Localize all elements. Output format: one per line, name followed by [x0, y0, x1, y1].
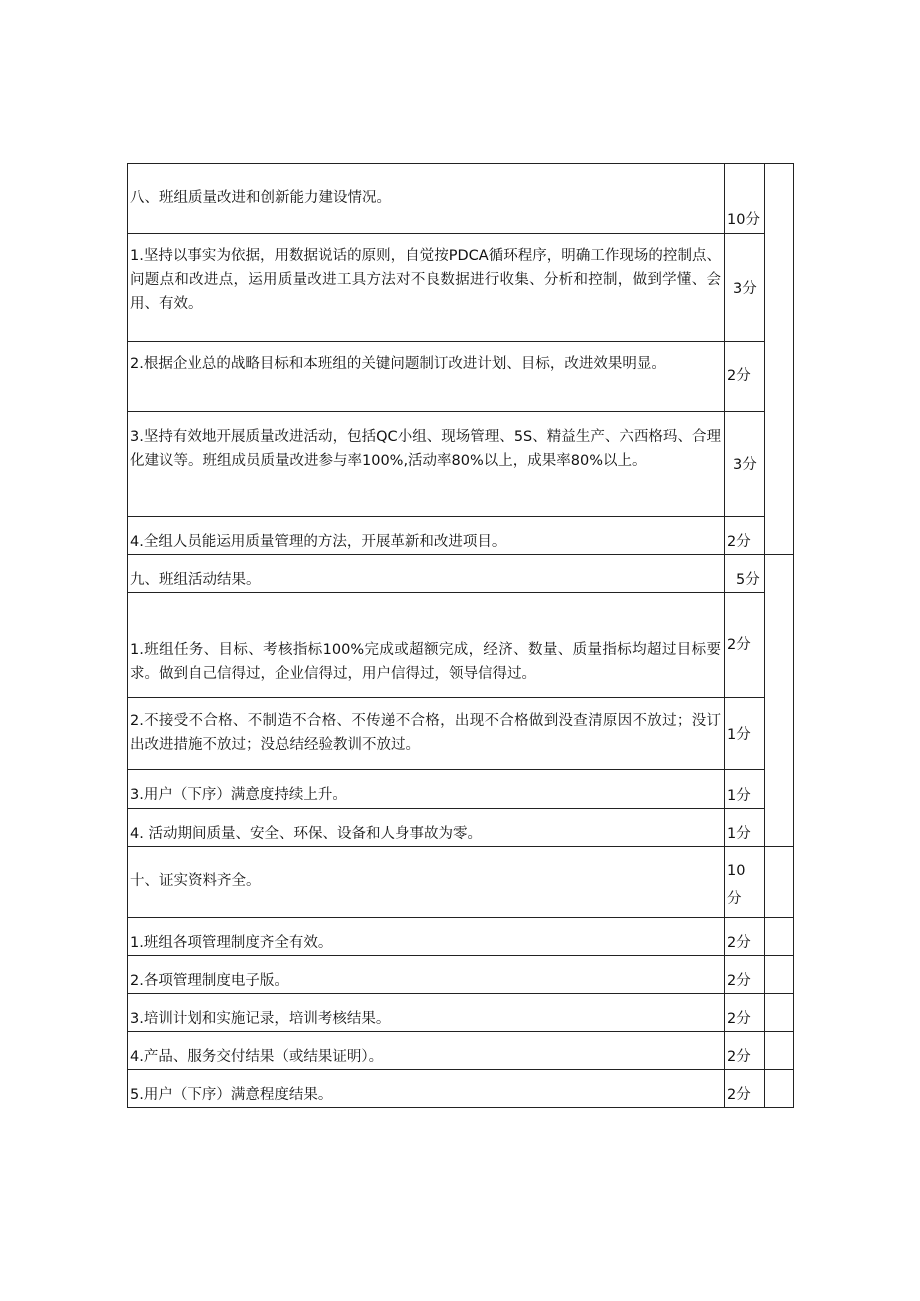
section-heading: 十、证实资料齐全。: [130, 873, 261, 889]
score-blank-cell: [765, 956, 794, 994]
points-cell: [725, 847, 765, 918]
score-blank-cell: [765, 164, 794, 555]
item-points: 2分: [727, 973, 751, 989]
item-row: [128, 770, 794, 809]
item-text: 4. 活动期间质量、安全、环保、设备和人身事故为零。: [130, 826, 482, 842]
item-row: [128, 1070, 794, 1108]
scoring-table: [127, 163, 794, 1108]
points-cell: [725, 994, 765, 1032]
item-cell: [128, 956, 725, 994]
item-row: [128, 517, 794, 555]
item-text: 2.不接受不合格、不制造不合格、不传递不合格，出现不合格做到没查清原因不放过；没订出改进措施不放过；没总结经验教训不放过。: [130, 713, 721, 753]
points-cell: [725, 517, 765, 555]
item-cell: [128, 809, 725, 847]
item-cell: [128, 918, 725, 956]
points-cell: [725, 593, 765, 698]
item-cell: [128, 698, 725, 770]
points-cell: [725, 555, 765, 593]
section-heading-row: [128, 555, 794, 593]
item-points: 1分: [727, 826, 751, 842]
item-row: [128, 994, 794, 1032]
section-heading: 九、班组活动结果。: [130, 572, 261, 588]
score-blank-cell: [765, 994, 794, 1032]
item-points: 2分: [727, 1011, 751, 1027]
item-cell: [128, 593, 725, 698]
item-points: 1分: [727, 727, 751, 743]
item-text: 1.班组任务、目标、考核指标100%完成或超额完成，经济、数量、质量指标均超过目标要求。做到自己信得过，企业信得过，用户信得过，领导信得过。: [130, 642, 721, 682]
item-text: 4.产品、服务交付结果（或结果证明）。: [130, 1049, 384, 1065]
points-cell: [725, 1070, 765, 1108]
item-text: 3.坚持有效地开展质量改进活动，包括QC小组、现场管理、5S、精益生产、六西格玛、合理化建议等。班组成员质量改进参与率100%,活动率80%以上，成果率80%以上。: [130, 429, 721, 469]
item-text: 1.坚持以事实为依据，用数据说话的原则，自觉按PDCA循环程序，明确工作现场的控制点、问题点和改进点，运用质量改进工具方法对不良数据进行收集、分析和控制，做到学懂、会用、有效。: [130, 248, 721, 312]
score-blank-cell: [765, 847, 794, 918]
item-text: 4.全组人员能运用质量管理的方法，开展革新和改进项目。: [130, 534, 507, 550]
section-heading-cell: [128, 164, 725, 234]
item-cell: [128, 994, 725, 1032]
item-text: 1.班组各项管理制度齐全有效。: [130, 935, 333, 951]
item-points: 3分: [733, 457, 757, 473]
score-blank-cell: [765, 918, 794, 956]
item-points: 2分: [727, 534, 751, 550]
item-row: [128, 918, 794, 956]
section-heading-cell: [128, 555, 725, 593]
score-blank-cell: [765, 555, 794, 847]
section-points: 5分: [736, 572, 760, 588]
points-cell: [725, 164, 765, 234]
points-cell: [725, 918, 765, 956]
item-points: 2分: [727, 935, 751, 951]
points-cell: [725, 770, 765, 809]
item-cell: [128, 412, 725, 517]
item-row: [128, 956, 794, 994]
points-cell: [725, 412, 765, 517]
points-cell: [725, 698, 765, 770]
item-row: [128, 698, 794, 770]
item-points: 3分: [733, 281, 757, 297]
item-row: [128, 1032, 794, 1070]
item-cell: [128, 1032, 725, 1070]
item-cell: [128, 517, 725, 555]
item-row: [128, 234, 794, 342]
item-text: 2.根据企业总的战略目标和本班组的关键问题制订改进计划、目标，改进效果明显。: [130, 356, 666, 372]
item-text: 5.用户（下序）满意程度结果。: [130, 1087, 333, 1103]
item-row: [128, 593, 794, 698]
section-points: 10分: [727, 863, 746, 907]
item-text: 3.用户（下序）满意度持续上升。: [130, 787, 347, 803]
section-points: 10分: [727, 212, 760, 228]
section-heading-cell: [128, 847, 725, 918]
item-text: 3.培训计划和实施记录，培训考核结果。: [130, 1011, 391, 1027]
item-points: 2分: [727, 368, 751, 384]
score-blank-cell: [765, 1070, 794, 1108]
score-blank-cell: [765, 1032, 794, 1070]
item-cell: [128, 234, 725, 342]
item-row: [128, 809, 794, 847]
item-cell: [128, 770, 725, 809]
item-row: [128, 412, 794, 517]
points-cell: [725, 234, 765, 342]
item-points: 2分: [727, 1087, 751, 1103]
item-cell: [128, 1070, 725, 1108]
points-cell: [725, 342, 765, 412]
item-points: 2分: [727, 1049, 751, 1065]
section-heading: 八、班组质量改进和创新能力建设情况。: [130, 190, 391, 206]
item-row: [128, 342, 794, 412]
item-text: 2.各项管理制度电子版。: [130, 973, 289, 989]
points-cell: [725, 956, 765, 994]
points-cell: [725, 809, 765, 847]
item-cell: [128, 342, 725, 412]
section-heading-row: [128, 847, 794, 918]
points-cell: [725, 1032, 765, 1070]
item-points: 2分: [727, 637, 751, 653]
section-heading-row: [128, 164, 794, 234]
item-points: 1分: [727, 788, 751, 804]
